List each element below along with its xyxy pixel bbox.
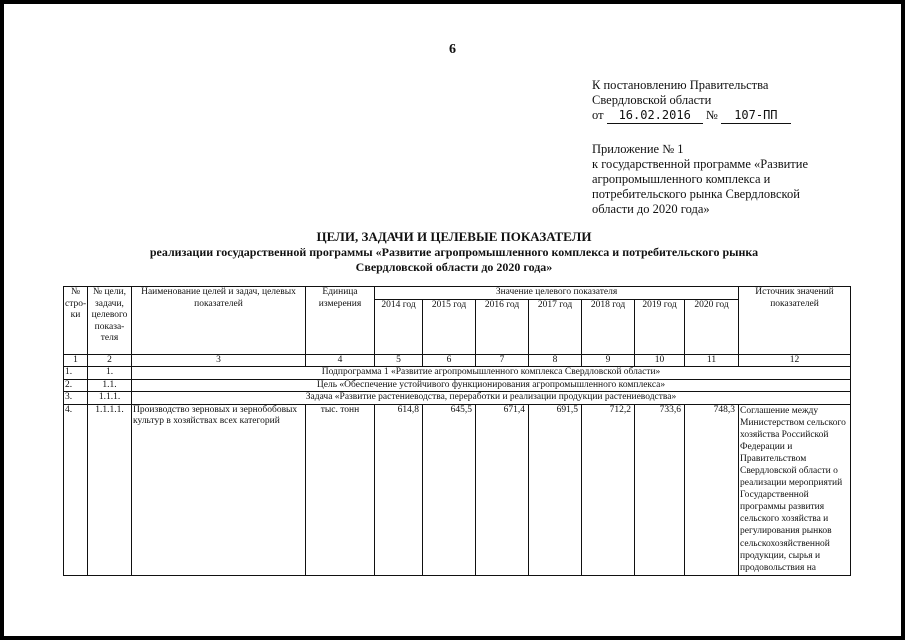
resolution-number: 107-ПП (721, 108, 791, 124)
resolution-reference (592, 78, 852, 124)
header-year: 2019 год (635, 299, 685, 354)
goals-table (63, 286, 851, 576)
header-year: 2017 год (529, 299, 582, 354)
row-number: 3. (64, 392, 88, 405)
appendix-line-5: области до 2020 года» (592, 202, 710, 216)
header-name: Наименование целей и задач, целевых показателей (132, 287, 306, 355)
row-code: 1.1.1. (88, 392, 132, 405)
column-number: 3 (132, 354, 306, 367)
document-page (4, 4, 901, 636)
column-number: 11 (685, 354, 739, 367)
header-goal-no: № цели, задачи, целевого показа-теля (88, 287, 132, 355)
row-number: 2. (64, 379, 88, 392)
column-number: 10 (635, 354, 685, 367)
indicator-value-2016: 671,4 (476, 404, 529, 575)
row-code: 1.1. (88, 379, 132, 392)
column-number: 2 (88, 354, 132, 367)
number-label: № (705, 108, 718, 122)
table-row (64, 379, 851, 392)
header-value-group: Значение целевого показателя (375, 287, 739, 300)
goal-title: Цель «Обеспечение устойчивого функционирования агропромышленного комплекса» (132, 379, 851, 392)
header-year: 2020 год (685, 299, 739, 354)
header-source: Источник значений показателей (739, 287, 851, 355)
appendix-line-2: к государственной программе «Развитие (592, 157, 808, 171)
indicator-value-2019: 733,6 (635, 404, 685, 575)
indicator-code: 1.1.1.1. (88, 404, 132, 575)
resolution-date: 16.02.2016 (607, 108, 703, 124)
row-code: 1. (88, 367, 132, 380)
header-year: 2015 год (423, 299, 476, 354)
appendix-line-4: потребительского рынка Свердловской (592, 187, 800, 201)
column-number: 12 (739, 354, 851, 367)
from-label: от (592, 108, 604, 122)
indicator-value-2020: 748,3 (685, 404, 739, 575)
resolution-line-1: К постановлению Правительства (592, 78, 769, 92)
indicator-source: Соглашение между Министерством сельского хозяйства Российской Федерации и Правительством Свердловской области о реализации мероприятий Государственной программы развития сельского хозяйства и регулирования рынков сельскохозяйственной продукции, сырья и продовольствия на (739, 404, 851, 575)
page-number: 6 (449, 42, 456, 57)
appendix-reference (592, 142, 832, 217)
indicator-name: Производство зерновых и зернобобовых культур в хозяйствах всех категорий (132, 404, 306, 575)
indicator-row (64, 404, 851, 575)
header-year: 2016 год (476, 299, 529, 354)
header-row-1 (64, 287, 851, 300)
appendix-line-3: агропромышленного комплекса и (592, 172, 771, 186)
header-year: 2014 год (375, 299, 423, 354)
column-number: 8 (529, 354, 582, 367)
table-row (64, 392, 851, 405)
task-title: Задача «Развитие растениеводства, переработки и реализации продукции растениеводства» (132, 392, 851, 405)
indicator-value-2014: 614,8 (375, 404, 423, 575)
title-line-2: реализации государственной программы «Развитие агропромышленного комплекса и потребительского рынка (149, 245, 759, 259)
indicator-value-2018: 712,2 (582, 404, 635, 575)
header-row-no: № стро-ки (64, 287, 88, 355)
document-title (64, 229, 844, 275)
resolution-date-line (592, 108, 852, 124)
title-line-1: ЦЕЛИ, ЗАДАЧИ И ЦЕЛЕВЫЕ ПОКАЗАТЕЛИ (316, 229, 592, 244)
subprogram-title: Подпрограмма 1 «Развитие агропромышленного комплекса Свердловской области» (132, 367, 851, 380)
resolution-line-2: Свердловской области (592, 93, 712, 107)
column-numbers-row (64, 354, 851, 367)
table-row (64, 367, 851, 380)
column-number: 4 (306, 354, 375, 367)
header-unit: Единица измерения (306, 287, 375, 355)
column-number: 5 (375, 354, 423, 367)
column-number: 7 (476, 354, 529, 367)
column-number: 1 (64, 354, 88, 367)
appendix-line-1: Приложение № 1 (592, 142, 684, 156)
column-number: 9 (582, 354, 635, 367)
title-line-3: Свердловской области до 2020 года» (355, 260, 553, 274)
indicator-value-2017: 691,5 (529, 404, 582, 575)
row-number: 1. (64, 367, 88, 380)
header-year: 2018 год (582, 299, 635, 354)
row-number: 4. (64, 404, 88, 575)
indicator-value-2015: 645,5 (423, 404, 476, 575)
indicator-unit: тыс. тонн (306, 404, 375, 575)
column-number: 6 (423, 354, 476, 367)
